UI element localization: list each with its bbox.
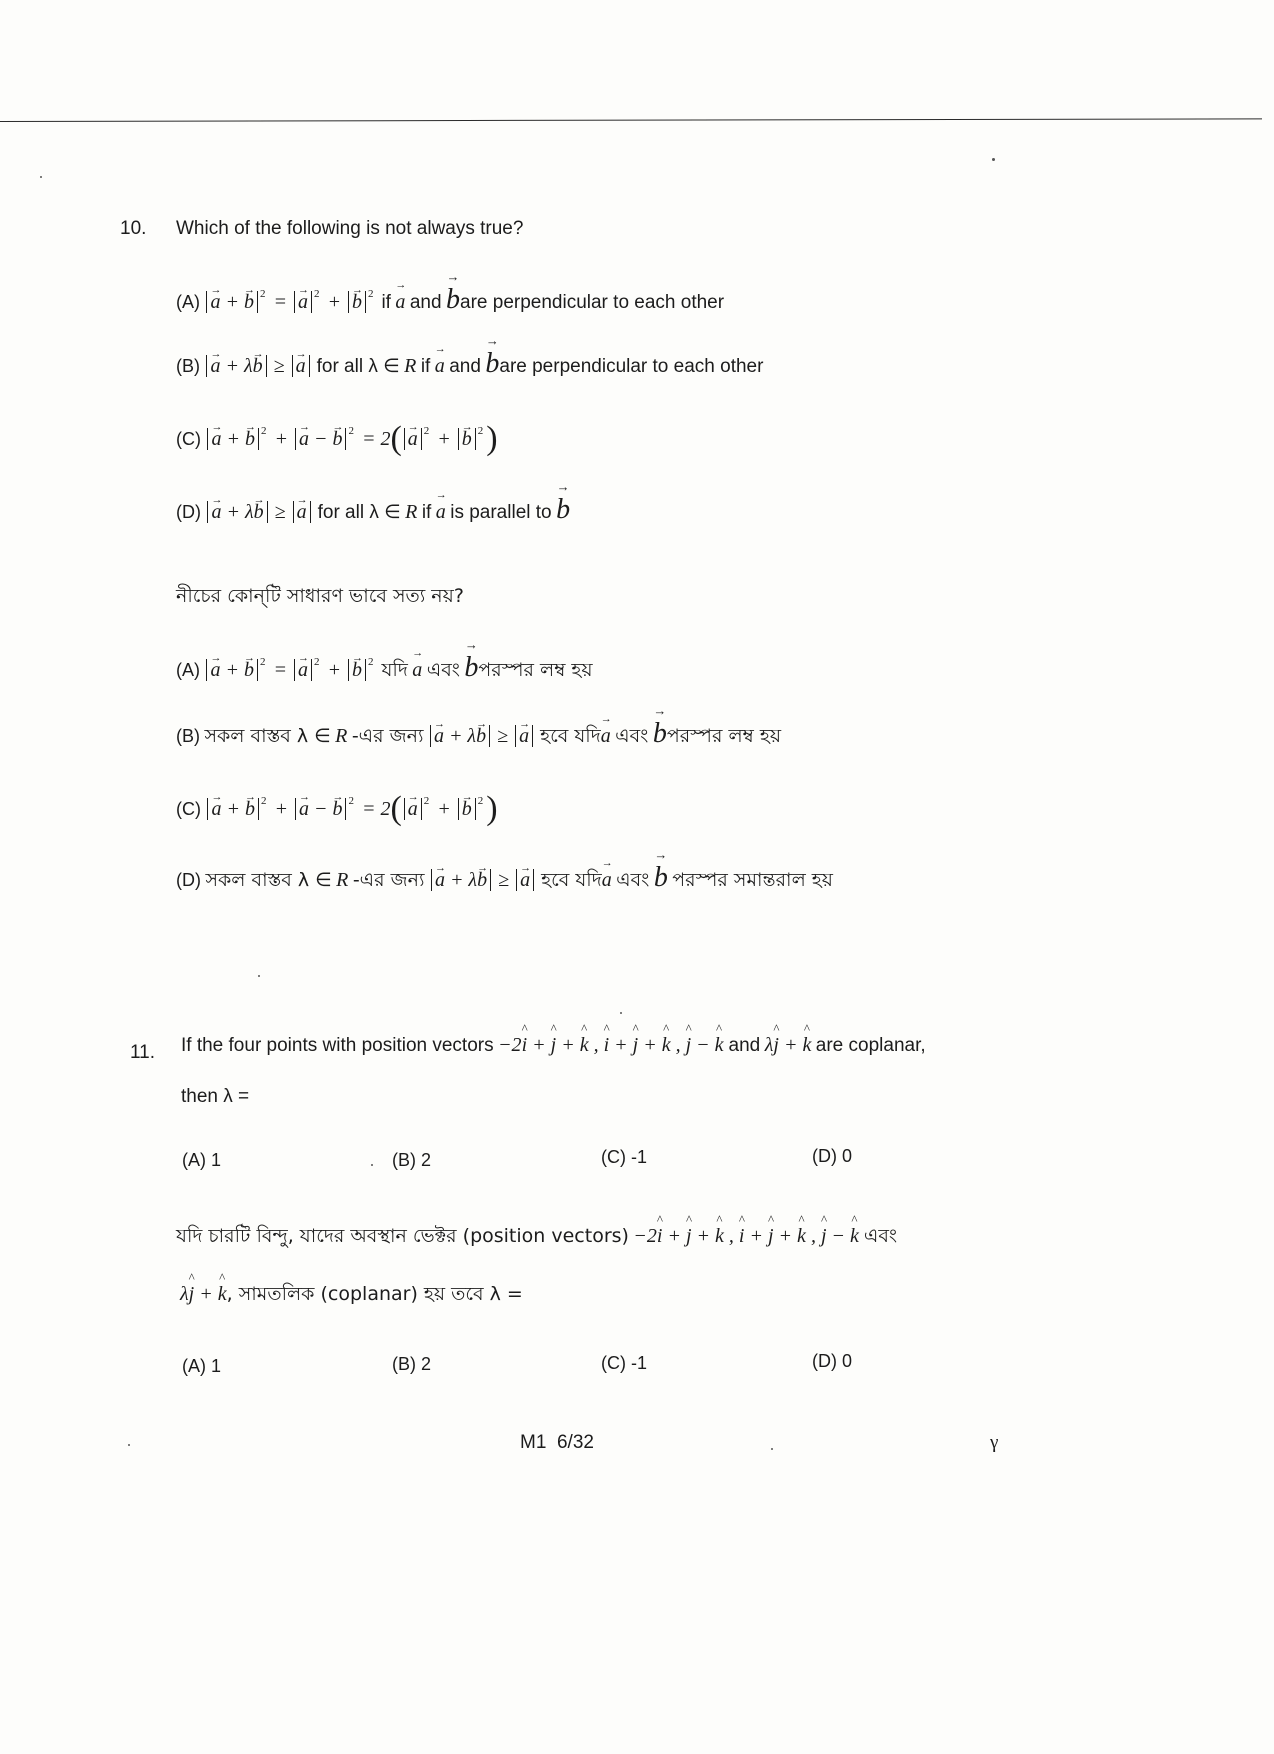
formula: → a + → b $^2$ + → a − → b $^2$ = 2(→ a $^2$ + → b $^2$) (205, 798, 497, 820)
scan-speck (992, 158, 995, 161)
choice-d: (D) 0 (812, 1146, 852, 1166)
question-number: 11. (130, 1042, 156, 1063)
option-b-en: (B) → a + λ→ b ≥ → a for all λ ∈ R if → a and → bare perpendicular to each other (176, 348, 763, 380)
option-a-en: (A) → a + → b $^2$ = → a $^2$ + → b $^2$ if → a and → bare perpendicular to each other (176, 284, 724, 316)
question-text: If the four points with position vectors −2^ i + ^ j + ^ k , ^ i + ^ j + ^ k , ^ j − ^ k and λ^ j + ^ k are coplanar, (181, 1034, 926, 1057)
scan-speck (40, 176, 42, 178)
formula: → a + → b $^2$ + → a − → b $^2$ = 2(→ a $^2$ + → b $^2$) (205, 428, 497, 450)
choice-c-bn: (C) -1 (601, 1353, 647, 1373)
option-a-bn: (A) → a + → b $^2$ = → a $^2$ + → b $^2$ যদি → a এবং → bপরস্পর লম্ব হয় (176, 652, 593, 688)
choice-a: (A) 1 (182, 1150, 222, 1170)
question-text: Which of the following is not always true? (176, 218, 524, 239)
choice-b: (B) 2 (392, 1150, 432, 1170)
formula: → a + λ→ b ≥ → a (204, 355, 316, 377)
header-rule (0, 118, 1262, 122)
formula: → a + λ→ b ≥ → a (205, 501, 317, 523)
scan-speck (371, 1164, 373, 1166)
choice-a-bn: (A) 1 (182, 1356, 222, 1376)
choice-d-bn: (D) 0 (812, 1351, 852, 1371)
option-b-bn: (B) সকল বাস্তব λ ∈ R -এর জন্য → a + λ→ b ≥ → a হবে যদি→ a এবং → bপরস্পর লম্ব হয় (176, 718, 781, 754)
option-c-bn: (C) → a + → b $^2$ + → a − → b $^2$ = 2(→ a $^2$ + → b $^2$) (176, 790, 498, 828)
question-text-bn: নীচের কোন্‌টি সাধারণ ভাবে সত্য নয়? (176, 585, 464, 607)
scan-speck (620, 1012, 622, 1014)
choice-c: (C) -1 (601, 1147, 647, 1167)
choice-b-bn: (B) 2 (392, 1354, 432, 1374)
scan-speck (128, 1444, 130, 1446)
formula: −2^ i + ^ j + ^ k , ^ i + ^ j + ^ k , ^ j − ^ k (498, 1034, 728, 1056)
option-d-en: (D) → a + λ→ b ≥ → a for all λ ∈ R if → a is parallel to → b (176, 494, 570, 526)
formula: −2^ i + ^ j + ^ k , ^ i + ^ j + ^ k , ^ j − ^ k (633, 1225, 863, 1247)
formula: → a + λ→ b ≥ → a (429, 869, 541, 891)
formula: → a + → b $^2$ = → a $^2$ + → b $^2$ (204, 659, 381, 681)
question-text-bn: যদি চারটি বিন্দু, যাদের অবস্থান ভেক্টর (position vectors) −2^ i + ^ j + ^ k , ^ i + ^ j + ^ k , ^ j − ^ k এবং (176, 1222, 897, 1254)
page-footer: M1 6/32 (520, 1432, 594, 1453)
option-d-bn: (D) সকল বাস্তব λ ∈ R -এর জন্য → a + λ→ b ≥ → a হবে যদি→ a এবং → b পরস্পর সমান্তরাল হয় (176, 862, 833, 898)
option-c-en: (C) → a + → b $^2$ + → a − → b $^2$ = 2(→ a $^2$ + → b $^2$) (176, 420, 498, 458)
scan-speck (771, 1448, 773, 1450)
corner-mark: γ (990, 1432, 999, 1453)
question-number: 10. (120, 218, 147, 239)
formula: → a + → b $^2$ = → a $^2$ + → b $^2$ (204, 291, 381, 313)
question-text-cont: then λ = (181, 1086, 250, 1107)
question-text-bn-cont: λ^ j + ^ k, সামতলিক (coplanar) হয় তবে λ = (180, 1280, 523, 1312)
formula: → a + λ→ b ≥ → a (428, 725, 540, 747)
scan-speck (258, 975, 260, 977)
